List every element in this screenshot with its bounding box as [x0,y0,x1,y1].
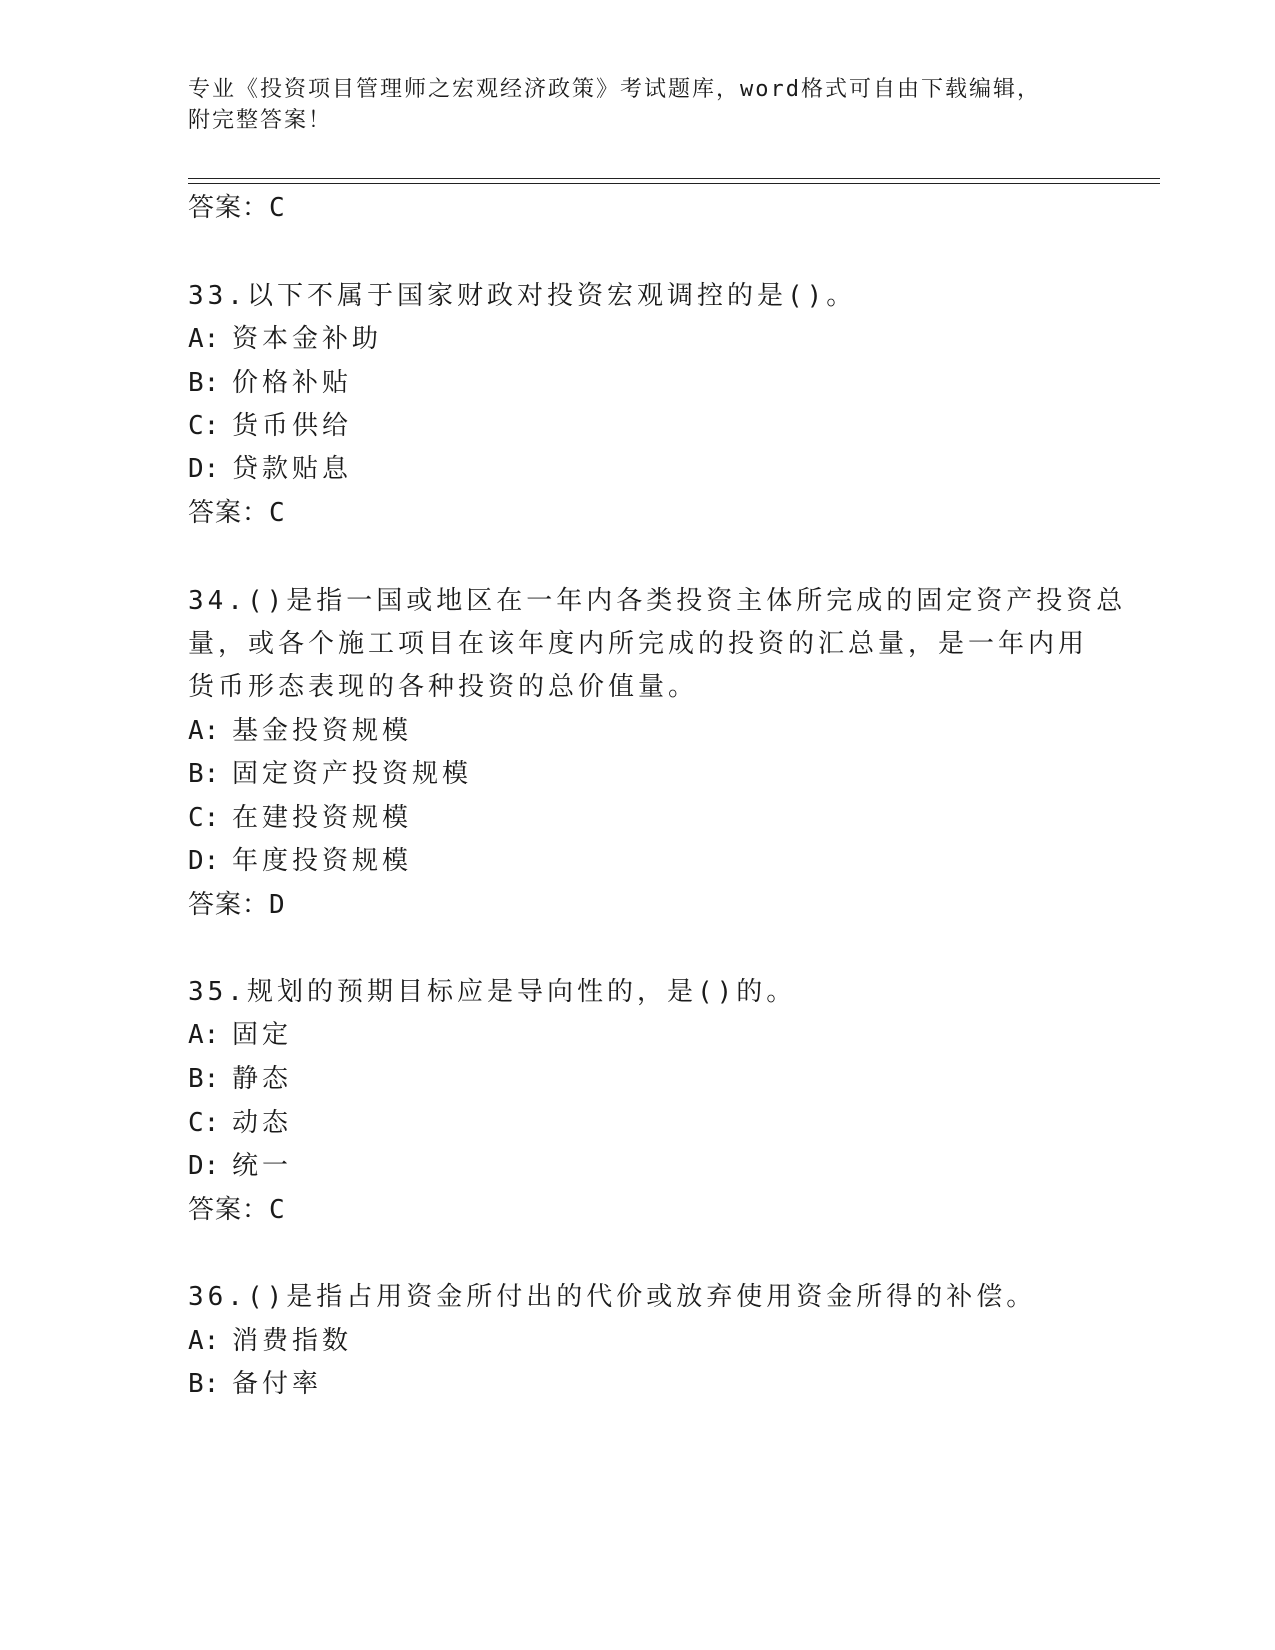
option-key: A: [188,1020,220,1050]
question-34-answer [188,888,286,922]
option-text: 基金投资规模 [232,716,413,746]
option-key: D: [188,846,220,876]
question-33-stem [188,279,856,313]
option-text: 固定 [232,1020,293,1050]
question-number: 34. [188,586,247,616]
question-33-option-d [188,452,352,486]
question-35-answer [188,1193,286,1227]
header-line-1: 专业《投资项目管理师之宏观经济政策》考试题库，word格式可自由下载编辑， [188,77,1041,102]
question-number: 36. [188,1282,247,1312]
question-36-stem [188,1280,1036,1314]
option-text: 在建投资规模 [232,803,413,833]
option-text: 动态 [232,1108,293,1138]
answer-value: C [269,1195,286,1225]
question-36-option-b [188,1367,322,1401]
question-33-option-c [188,409,352,443]
option-key: C: [188,411,220,441]
option-key: D: [188,1151,220,1181]
question-33-answer [188,496,286,530]
question-33-option-a [188,322,382,356]
answer-label: 答案： [188,1195,270,1225]
option-text: 贷款贴息 [232,454,353,484]
option-key: A: [188,716,220,746]
answer-label: 答案： [188,193,270,223]
option-text: 备付率 [232,1369,323,1399]
question-34-option-a [188,714,412,748]
option-key: A: [188,1326,220,1356]
answer-label: 答案： [188,498,270,528]
option-text: 货币供给 [232,411,353,441]
option-key: B: [188,368,220,398]
option-key: B: [188,1369,220,1399]
question-35-option-b [188,1062,292,1096]
option-text: 固定资产投资规模 [232,759,473,789]
question-34-stem-line-3: 货币形态表现的各种投资的总价值量。 [188,672,699,702]
question-number: 35. [188,977,247,1007]
option-text: 年度投资规模 [232,846,413,876]
question-36-option-a [188,1324,352,1358]
header-divider-top [188,178,1160,179]
answer-label: 答案： [188,890,270,920]
header-divider-bottom [188,183,1160,184]
question-34-option-c [188,801,412,835]
option-key: A: [188,324,220,354]
question-34-option-b [188,757,472,791]
question-35-option-c [188,1106,292,1140]
option-text: 价格补贴 [232,368,353,398]
question-35-option-a [188,1018,292,1052]
question-stem: ()是指占用资金所付出的代价或放弃使用资金所得的补偿。 [246,1282,1037,1312]
header-line-2: 附完整答案！ [188,108,333,133]
document-header [188,74,1068,136]
option-key: D: [188,454,220,484]
question-35-stem [188,975,796,1009]
question-34-option-d [188,844,412,878]
option-text: 静态 [232,1064,293,1094]
question-35-option-d [188,1149,292,1183]
question-34-stem-line-1 [188,584,1126,618]
question-number: 33. [188,281,247,311]
question-stem: 以下不属于国家财政对投资宏观调控的是()。 [246,281,857,311]
question-33-option-b [188,366,352,400]
answer-value: C [269,498,286,528]
answer-value: C [269,193,286,223]
option-key: C: [188,1108,220,1138]
option-text: 资本金补助 [232,324,383,354]
question-34-stem-line-2: 量，或各个施工项目在该年度内所完成的投资的汇总量，是一年内用 [188,629,1089,659]
option-key: C: [188,803,220,833]
option-key: B: [188,759,220,789]
question-stem: 规划的预期目标应是导向性的，是()的。 [246,977,797,1007]
option-key: B: [188,1064,220,1094]
question-stem: ()是指一国或地区在一年内各类投资主体所完成的固定资产投资总 [246,586,1127,616]
option-text: 统一 [232,1151,293,1181]
answer-line [188,191,286,225]
answer-value: D [269,890,286,920]
option-text: 消费指数 [232,1326,353,1356]
